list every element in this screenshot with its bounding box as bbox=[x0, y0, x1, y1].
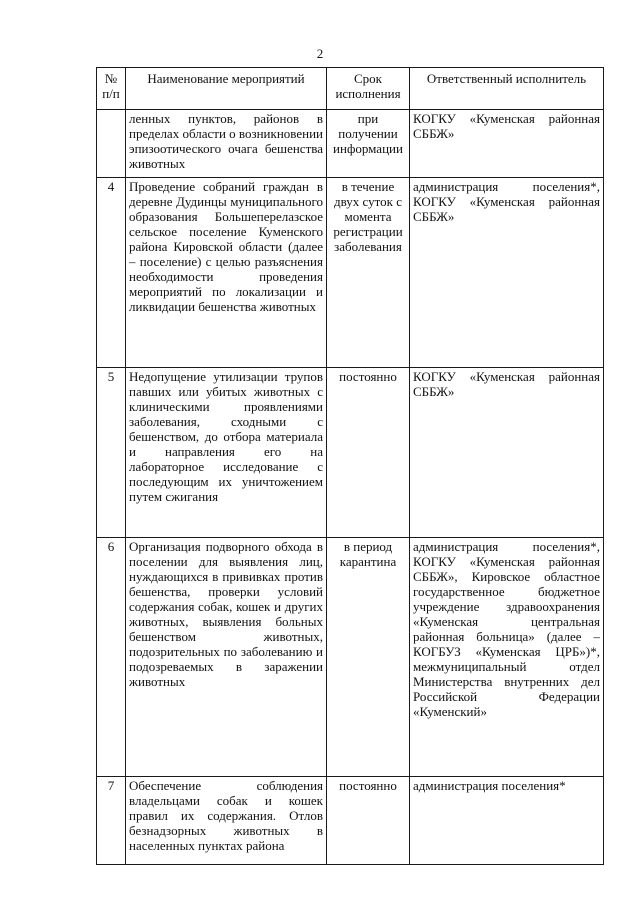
row-num: 7 bbox=[97, 777, 126, 865]
row-responsible: КОГКУ «Куменская районная СББЖ» bbox=[410, 368, 604, 538]
row-name: ленных пунктов, районов в пределах области о возникновении эпизоотического очага бешенства животных bbox=[126, 110, 327, 178]
row-term: при получении информации bbox=[327, 110, 410, 178]
table-row bbox=[97, 110, 604, 178]
header-num: № п/п bbox=[97, 68, 126, 110]
row-name: Недопущение утилизации трупов павших или убитых животных с клиническими проявлениями заболевания, сходными с бешенством, до отбора материала и направления его на лабораторное исследование с последующим их уничтожением путем сжигания bbox=[126, 368, 327, 538]
row-term: постоянно bbox=[327, 777, 410, 865]
row-num: 6 bbox=[97, 538, 126, 777]
row-responsible: администрация поселения*, КОГКУ «Куменская районная СББЖ» bbox=[410, 178, 604, 368]
header-term: Срок исполнения bbox=[327, 68, 410, 110]
header-responsible: Ответственный исполнитель bbox=[410, 68, 604, 110]
row-term: в течение двух суток с момента регистрации заболевания bbox=[327, 178, 410, 368]
table-row bbox=[97, 368, 604, 538]
row-responsible: администрация поселения*, КОГКУ «Куменская районная СББЖ», Кировское областное государственное бюджетное учреждение здравоохранения «Куменская центральная районная больница» (далее – КОГБУЗ «Куменская ЦРБ»)*, межмуниципальный отдел Министерства внутренних дел Российской Федерации «Куменский» bbox=[410, 538, 604, 777]
row-name: Организация подворного обхода в поселении для выявления лиц, нуждающихся в прививках против бешенства, проверки условий содержания собак, кошек и других животных, выявления больных бешенством животных, подозрительных по заболеванию и подозреваемых в заражении животных bbox=[126, 538, 327, 777]
row-name: Проведение собраний граждан в деревне Дудинцы муниципального образования Большеперелазское сельское поселение Куменского района Кировской области (далее – поселение) с целью разъяснения необходимости проведения мероприятий по локализации и ликвидации бешенства животных bbox=[126, 178, 327, 368]
row-num: 4 bbox=[97, 178, 126, 368]
table-header-row bbox=[97, 68, 604, 110]
page-number: 2 bbox=[316, 46, 324, 61]
row-num bbox=[97, 110, 126, 178]
row-term: в период карантина bbox=[327, 538, 410, 777]
row-term: постоянно bbox=[327, 368, 410, 538]
row-name: Обеспечение соблюдения владельцами собак и кошек правил их содержания. Отлов безнадзорных животных в населенных пунктах района bbox=[126, 777, 327, 865]
header-name: Наименование мероприятий bbox=[126, 68, 327, 110]
row-num: 5 bbox=[97, 368, 126, 538]
row-responsible: КОГКУ «Куменская районная СББЖ» bbox=[410, 110, 604, 178]
table-row bbox=[97, 777, 604, 865]
table-row bbox=[97, 178, 604, 368]
table-row bbox=[97, 538, 604, 777]
measures-table bbox=[96, 67, 604, 865]
row-responsible: администрация поселения* bbox=[410, 777, 604, 865]
